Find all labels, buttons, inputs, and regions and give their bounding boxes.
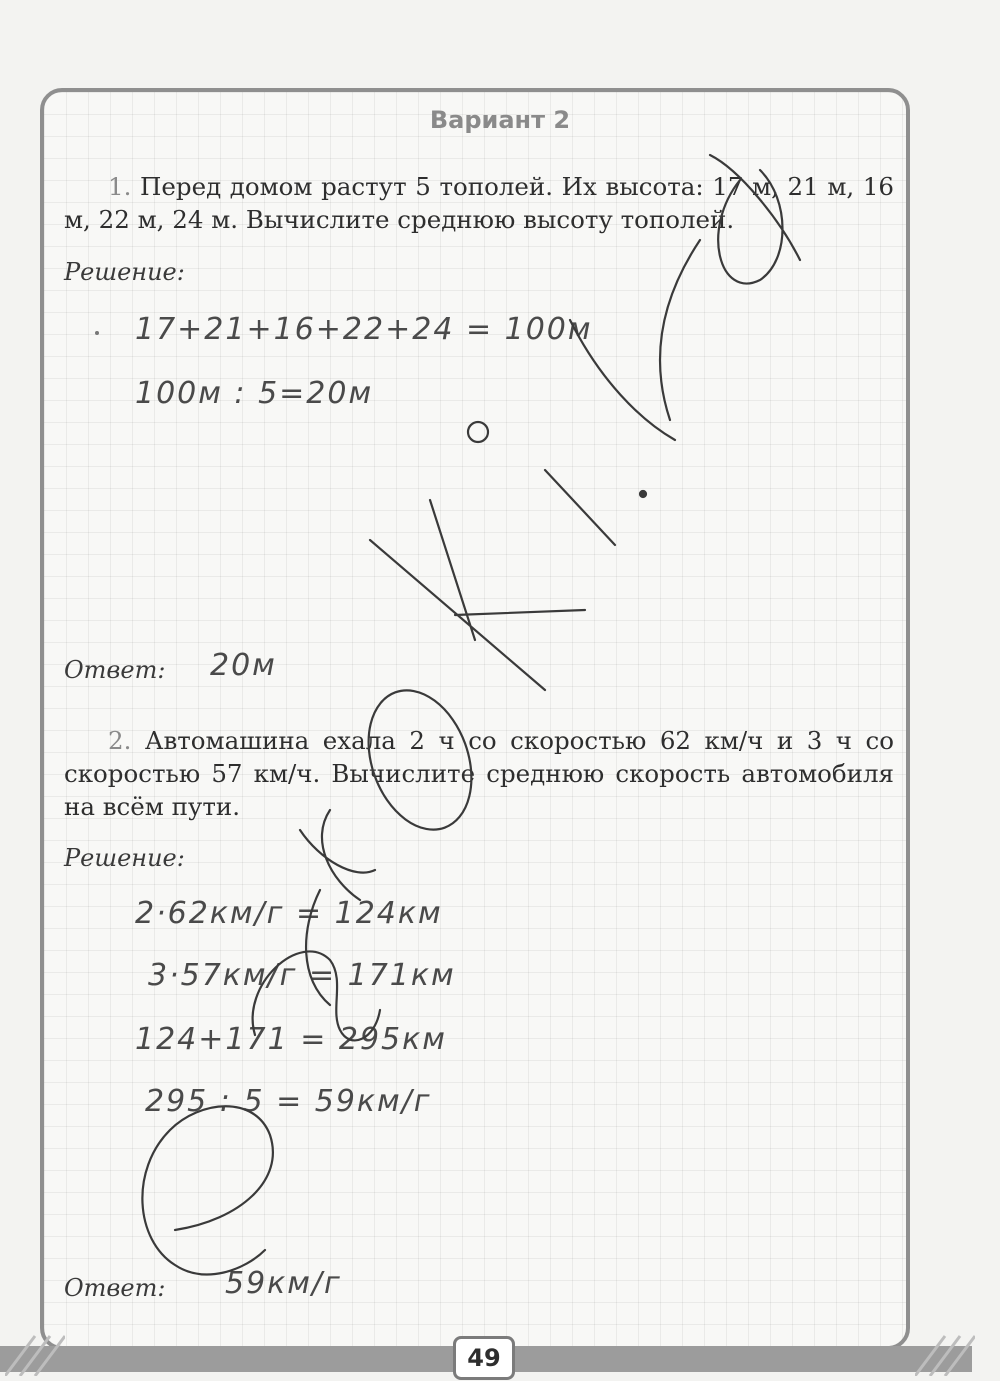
- task1-text: Перед домом растут 5 тополей. Их высота: 17 м, 21 м, 16 м, 22 м, 24 м. Вычислите среднюю высоту тополей.: [64, 172, 895, 234]
- footer-hatch-right: [915, 1326, 975, 1376]
- task2-text: Автомашина ехала 2 ч со скоростью 62 км/ч и 3 ч со скоростью 57 км/ч. Вычислите среднюю скорость автомобиля на всём пути.: [64, 726, 894, 821]
- task2-solution-line-3: 124+171 = 295км: [135, 1022, 447, 1057]
- task2-number: 2.: [108, 726, 132, 755]
- task2-solution-label: Решение:: [64, 844, 185, 872]
- task2-solution-line-1: 2·62км/г = 124км: [135, 896, 443, 931]
- task1-number: 1.: [108, 172, 132, 201]
- variant-title: Вариант 2: [429, 106, 571, 134]
- task1-solution-line-1: 17+21+16+22+24 = 100м: [135, 312, 593, 347]
- task2-statement: [64, 724, 894, 823]
- task2-solution-line-4: 295 : 5 = 59км/г: [145, 1084, 432, 1119]
- task1-solution-line-2: 100м : 5=20м: [135, 376, 374, 411]
- footer-hatch-left: [5, 1326, 65, 1376]
- page-number: 49: [453, 1336, 515, 1380]
- task2-answer-label: Ответ:: [64, 1274, 166, 1302]
- task1-answer-value: 20м: [210, 648, 277, 683]
- task1-solution-label: Решение:: [64, 258, 185, 286]
- task2-answer-value: 59км/г: [225, 1266, 342, 1301]
- task1-answer-label: Ответ:: [64, 656, 166, 684]
- task2-solution-line-2: 3·57км/г = 171км: [148, 958, 456, 993]
- task1-statement: [64, 170, 894, 236]
